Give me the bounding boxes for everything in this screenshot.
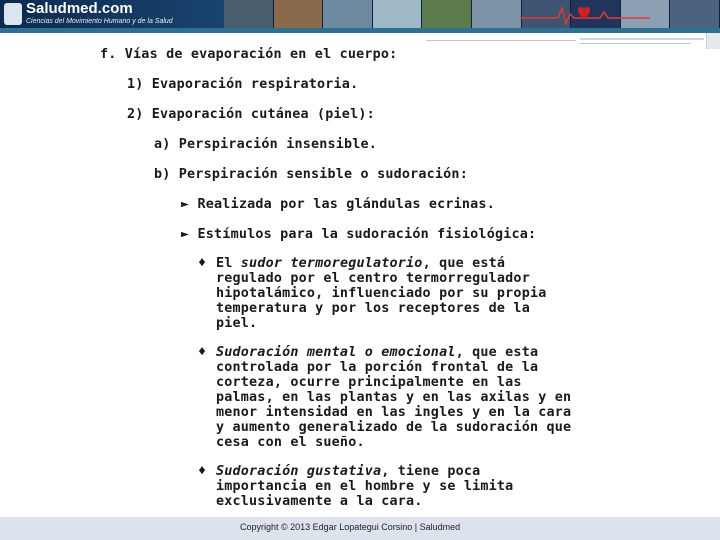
paragraph-line: palmas, en las plantas y en las axilas y en [216,390,572,405]
banner-photo [472,0,522,28]
header-banner [0,0,720,28]
corner-tab [706,33,720,49]
diamond-bullet-icon: ♦ [198,464,207,479]
paragraph-line: temperatura y por los receptores de la [216,301,530,316]
banner-photo [373,0,423,28]
paragraph-line: importancia en el hombre y se limita [216,479,514,494]
runner-logo-icon [4,3,22,25]
list-item: 1) Evaporación respiratoria. [127,77,359,92]
paragraph-line: cesa con el sueño. [216,435,365,450]
header-rule [0,28,720,33]
list-item: ► Estímulos para la sudoración fisiológica: [181,227,537,242]
paragraph-line: El sudor termoregulatorio, que está [216,256,506,271]
ecg-heart-icon [520,0,650,28]
divider [426,40,576,41]
paragraph-line: corteza, ocurre principalmente en las [216,375,522,390]
site-logo[interactable] [4,1,173,27]
list-item: 2) Evaporación cutánea (piel): [127,107,375,122]
list-item: b) Perspiración sensible o sudoración: [154,167,468,182]
diamond-bullet-icon: ♦ [198,345,207,360]
banner-photo [224,0,274,28]
copyright-text: Copyright © 2013 Edgar Lopategui Corsino | Saludmed [240,522,461,532]
banner-photo [422,0,472,28]
paragraph-line: controlada por la porción frontal de la [216,360,539,375]
banner-photo [323,0,373,28]
logo-name: Saludmed.com [26,0,133,17]
paragraph-line: Sudoración mental o emocional, que esta [216,345,539,360]
paragraph-line: hipotalámico, influenciado por su propia [216,286,547,301]
list-item: ► Realizada por las glándulas ecrinas. [181,197,495,212]
paragraph-line: piel. [216,316,258,331]
paragraph-line: regulado por el centro termorregulador [216,271,530,286]
logo-tagline: Ciencias del Movimiento Humano y de la Salud [26,18,173,25]
paragraph-line: exclusivamente a la cara. [216,494,423,509]
banner-photo [670,0,720,28]
banner-photo [274,0,324,28]
divider [580,38,704,40]
diamond-bullet-icon: ♦ [198,256,207,271]
paragraph-line: y aumento generalizado de la sudoración que [216,420,572,435]
section-heading: f. Vías de evaporación en el cuerpo: [100,47,398,62]
paragraph-line: Sudoración gustativa, tiene poca [216,464,481,479]
divider [580,43,690,44]
list-item: a) Perspiración insensible. [154,137,378,152]
paragraph-line: menor intensidad en las ingles y en la cara [216,405,572,420]
